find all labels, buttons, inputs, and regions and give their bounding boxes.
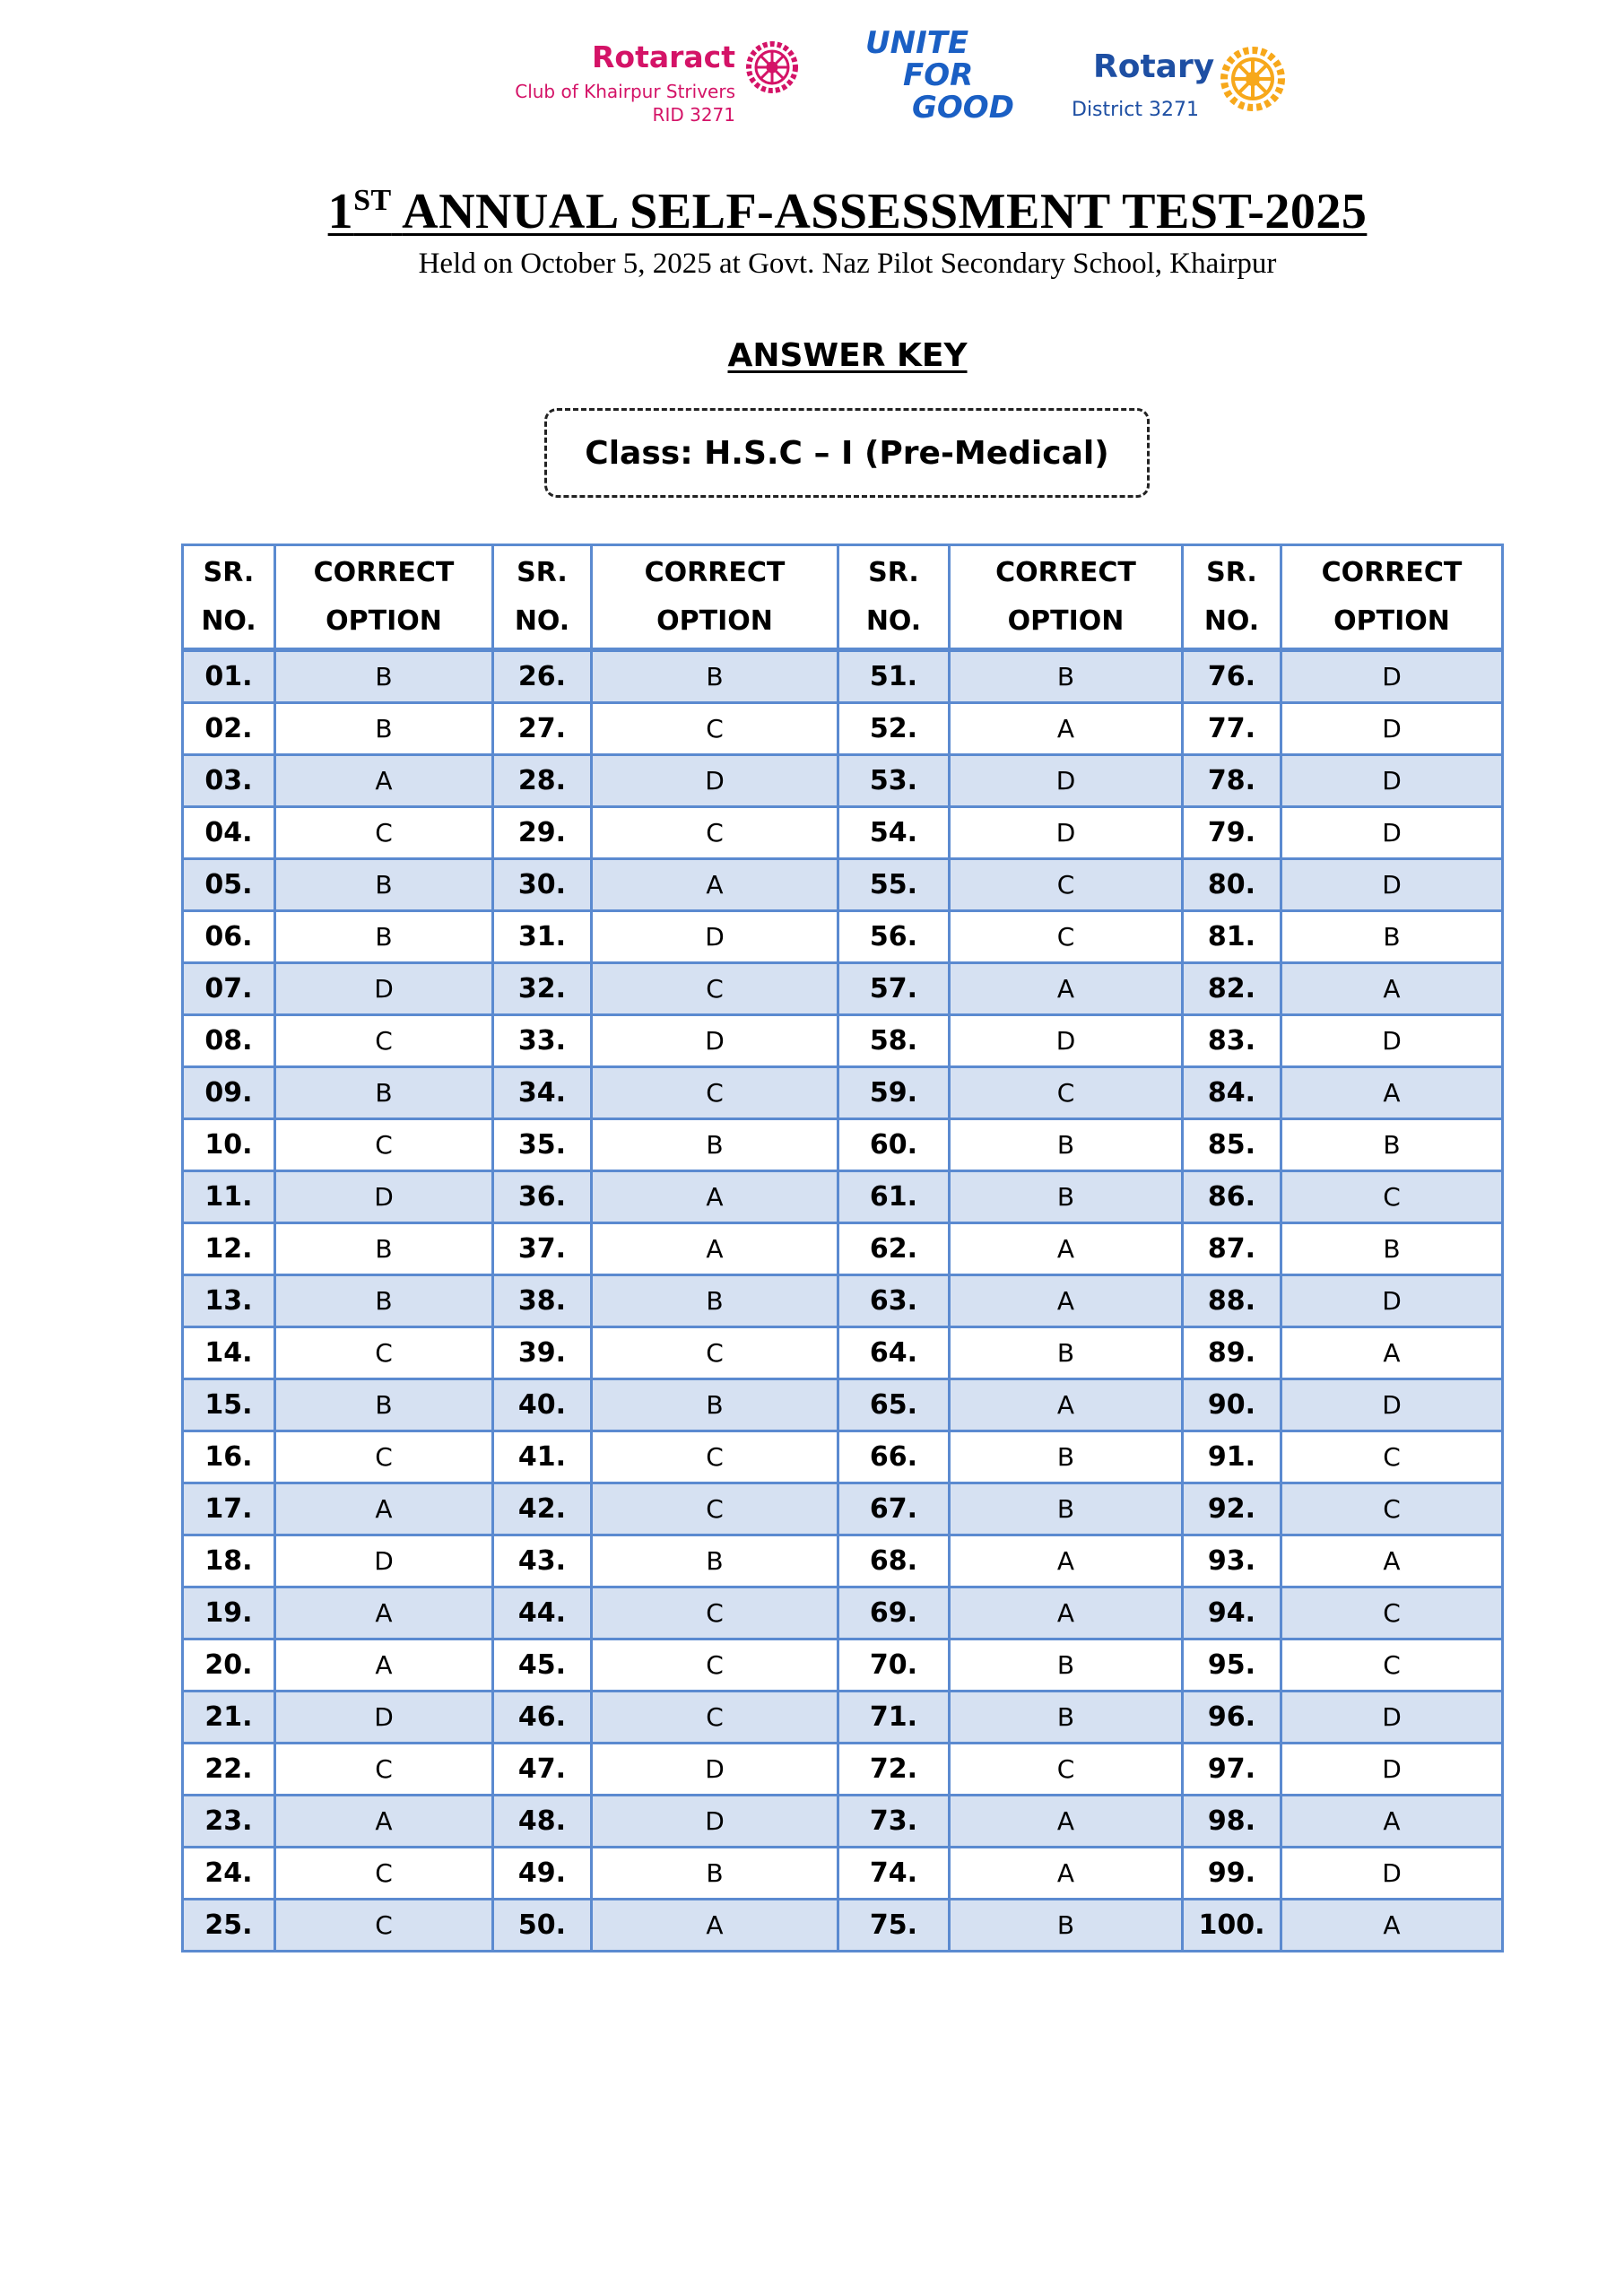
question-number: 04. (183, 807, 275, 859)
answer-key-heading: ANSWER KEY (727, 337, 968, 374)
table-row (183, 1639, 1503, 1692)
header-correct-option: CORRECT OPTION (275, 545, 493, 650)
correct-option: C (592, 1431, 838, 1483)
table-row (183, 1796, 1503, 1848)
question-number: 26. (493, 650, 592, 703)
correct-option: D (1281, 1848, 1503, 1900)
correct-option: B (950, 1483, 1183, 1535)
question-number: 66. (838, 1431, 950, 1483)
question-number: 51. (838, 650, 950, 703)
question-number: 02. (183, 703, 275, 755)
question-number: 62. (838, 1223, 950, 1275)
question-number: 99. (1183, 1848, 1281, 1900)
correct-option: D (1281, 1379, 1503, 1431)
rotaract-logo (498, 32, 807, 131)
rotary-district: District 3271 (1072, 99, 1200, 121)
correct-option: A (1281, 963, 1503, 1015)
rotaract-logo-name: Rotaract (591, 39, 735, 74)
table-row (183, 1744, 1503, 1796)
correct-option: A (592, 1171, 838, 1223)
rotaract-club-name: Club of Khairpur Strivers (515, 81, 735, 102)
question-number: 29. (493, 807, 592, 859)
question-number: 42. (493, 1483, 592, 1535)
correct-option: C (950, 1067, 1183, 1119)
correct-option: C (275, 807, 493, 859)
question-number: 30. (493, 859, 592, 911)
question-number: 57. (838, 963, 950, 1015)
correct-option: B (950, 1431, 1183, 1483)
question-number: 08. (183, 1015, 275, 1067)
logo-bar (0, 25, 1624, 133)
table-row (183, 1171, 1503, 1223)
class-label-box (544, 408, 1150, 498)
question-number: 64. (838, 1327, 950, 1379)
correct-option: A (1281, 1900, 1503, 1952)
correct-option: C (275, 1848, 493, 1900)
correct-option: D (1281, 1692, 1503, 1744)
correct-option: B (592, 1535, 838, 1587)
correct-option: C (950, 859, 1183, 911)
correct-option: D (1281, 1744, 1503, 1796)
question-number: 59. (838, 1067, 950, 1119)
correct-option: C (275, 1119, 493, 1171)
rotaract-wheel-icon (743, 38, 802, 97)
header-sr-no: SR. NO. (1183, 545, 1281, 650)
question-number: 60. (838, 1119, 950, 1171)
correct-option: D (275, 1535, 493, 1587)
correct-option: C (592, 1639, 838, 1692)
question-number: 72. (838, 1744, 950, 1796)
question-number: 32. (493, 963, 592, 1015)
question-number: 85. (1183, 1119, 1281, 1171)
header-sr-no: SR. NO. (183, 545, 275, 650)
correct-option: B (950, 1900, 1183, 1952)
correct-option: A (1281, 1067, 1503, 1119)
table-row (183, 1015, 1503, 1067)
correct-option: A (950, 1796, 1183, 1848)
table-row (183, 650, 1503, 703)
correct-option: A (950, 703, 1183, 755)
question-number: 36. (493, 1171, 592, 1223)
question-number: 93. (1183, 1535, 1281, 1587)
unite-for-good-slogan (865, 27, 1018, 131)
correct-option: C (1281, 1171, 1503, 1223)
correct-option: A (1281, 1327, 1503, 1379)
correct-option: A (950, 1848, 1183, 1900)
table-row (183, 1379, 1503, 1431)
question-number: 53. (838, 755, 950, 807)
correct-option: D (592, 1796, 838, 1848)
question-number: 73. (838, 1796, 950, 1848)
slogan-line: UNITE (865, 25, 969, 61)
title-ordinal: 1 (327, 184, 354, 239)
correct-option: B (592, 1275, 838, 1327)
question-number: 94. (1183, 1587, 1281, 1639)
table-row (183, 1900, 1503, 1952)
answer-key-table (181, 544, 1504, 1952)
correct-option: D (592, 1015, 838, 1067)
correct-option: A (950, 1223, 1183, 1275)
table-row (183, 1692, 1503, 1744)
correct-option: C (1281, 1431, 1503, 1483)
table-row (183, 755, 1503, 807)
correct-option: C (1281, 1483, 1503, 1535)
correct-option: A (950, 1535, 1183, 1587)
correct-option: C (592, 807, 838, 859)
question-number: 81. (1183, 911, 1281, 963)
question-number: 98. (1183, 1796, 1281, 1848)
question-number: 12. (183, 1223, 275, 1275)
question-number: 34. (493, 1067, 592, 1119)
correct-option: D (275, 1692, 493, 1744)
question-number: 10. (183, 1119, 275, 1171)
correct-option: C (950, 911, 1183, 963)
header-sr-no: SR. NO. (838, 545, 950, 650)
table-row (183, 1223, 1503, 1275)
correct-option: C (592, 963, 838, 1015)
correct-option: C (275, 1431, 493, 1483)
question-number: 74. (838, 1848, 950, 1900)
header-correct-option: CORRECT OPTION (592, 545, 838, 650)
correct-option: B (950, 1639, 1183, 1692)
table-row (183, 859, 1503, 911)
question-number: 17. (183, 1483, 275, 1535)
rotary-logo-name: Rotary (1093, 48, 1215, 85)
correct-option: B (592, 650, 838, 703)
table-row (183, 911, 1503, 963)
correct-option: A (275, 1796, 493, 1848)
page-subtitle: Held on October 5, 2025 at Govt. Naz Pilot Secondary School, Khairpur (418, 248, 1277, 280)
question-number: 19. (183, 1587, 275, 1639)
table-row (183, 1119, 1503, 1171)
correct-option: C (592, 1483, 838, 1535)
question-number: 47. (493, 1744, 592, 1796)
correct-option: B (950, 650, 1183, 703)
correct-option: D (1281, 1015, 1503, 1067)
question-number: 24. (183, 1848, 275, 1900)
question-number: 20. (183, 1639, 275, 1692)
question-number: 31. (493, 911, 592, 963)
question-number: 13. (183, 1275, 275, 1327)
correct-option: B (950, 1119, 1183, 1171)
correct-option: C (275, 1900, 493, 1952)
question-number: 56. (838, 911, 950, 963)
correct-option: C (950, 1744, 1183, 1796)
table-row (183, 1587, 1503, 1639)
table-row (183, 1535, 1503, 1587)
table-row (183, 1848, 1503, 1900)
correct-option: D (1281, 807, 1503, 859)
question-number: 100. (1183, 1900, 1281, 1952)
correct-option: B (1281, 1223, 1503, 1275)
question-number: 09. (183, 1067, 275, 1119)
question-number: 11. (183, 1171, 275, 1223)
page-title (0, 183, 1624, 240)
table-header-row (183, 545, 1503, 650)
question-number: 38. (493, 1275, 592, 1327)
question-number: 97. (1183, 1744, 1281, 1796)
rotaract-rid: RID 3271 (652, 104, 735, 126)
question-number: 03. (183, 755, 275, 807)
question-number: 40. (493, 1379, 592, 1431)
question-number: 87. (1183, 1223, 1281, 1275)
question-number: 37. (493, 1223, 592, 1275)
rotary-logo (1072, 34, 1305, 133)
correct-option: C (592, 1692, 838, 1744)
correct-option: A (592, 1900, 838, 1952)
question-number: 96. (1183, 1692, 1281, 1744)
correct-option: A (275, 1483, 493, 1535)
correct-option: B (950, 1327, 1183, 1379)
question-number: 44. (493, 1587, 592, 1639)
correct-option: B (275, 650, 493, 703)
title-text: ANNUAL SELF-ASSESSMENT TEST-2025 (402, 184, 1368, 239)
correct-option: D (1281, 703, 1503, 755)
correct-option: C (275, 1744, 493, 1796)
question-number: 75. (838, 1900, 950, 1952)
table-row (183, 1327, 1503, 1379)
correct-option: B (950, 1692, 1183, 1744)
correct-option: C (592, 703, 838, 755)
question-number: 88. (1183, 1275, 1281, 1327)
question-number: 46. (493, 1692, 592, 1744)
question-number: 22. (183, 1744, 275, 1796)
question-number: 52. (838, 703, 950, 755)
question-number: 79. (1183, 807, 1281, 859)
correct-option: C (592, 1067, 838, 1119)
correct-option: B (275, 911, 493, 963)
slogan-line: GOOD (912, 90, 1014, 126)
question-number: 95. (1183, 1639, 1281, 1692)
question-number: 55. (838, 859, 950, 911)
table-row (183, 963, 1503, 1015)
question-number: 69. (838, 1587, 950, 1639)
header-correct-option: CORRECT OPTION (1281, 545, 1503, 650)
question-number: 49. (493, 1848, 592, 1900)
question-number: 70. (838, 1639, 950, 1692)
question-number: 84. (1183, 1067, 1281, 1119)
correct-option: B (1281, 1119, 1503, 1171)
question-number: 63. (838, 1275, 950, 1327)
correct-option: B (592, 1848, 838, 1900)
question-number: 43. (493, 1535, 592, 1587)
rotary-wheel-icon (1217, 43, 1289, 115)
correct-option: D (950, 755, 1183, 807)
title-ordinal-suffix: ST (353, 184, 392, 217)
question-number: 71. (838, 1692, 950, 1744)
correct-option: A (1281, 1535, 1503, 1587)
question-number: 45. (493, 1639, 592, 1692)
table-row (183, 703, 1503, 755)
correct-option: A (275, 1639, 493, 1692)
correct-option: C (275, 1015, 493, 1067)
question-number: 80. (1183, 859, 1281, 911)
correct-option: D (1281, 1275, 1503, 1327)
correct-option: B (275, 859, 493, 911)
question-number: 77. (1183, 703, 1281, 755)
correct-option: C (1281, 1587, 1503, 1639)
correct-option: B (275, 703, 493, 755)
question-number: 06. (183, 911, 275, 963)
correct-option: D (950, 1015, 1183, 1067)
question-number: 50. (493, 1900, 592, 1952)
question-number: 14. (183, 1327, 275, 1379)
correct-option: B (592, 1119, 838, 1171)
answer-key-body (183, 650, 1503, 1952)
correct-option: D (1281, 755, 1503, 807)
correct-option: B (275, 1067, 493, 1119)
header-sr-no: SR. NO. (493, 545, 592, 650)
table-row (183, 1067, 1503, 1119)
question-number: 68. (838, 1535, 950, 1587)
question-number: 16. (183, 1431, 275, 1483)
correct-option: A (592, 1223, 838, 1275)
correct-option: B (592, 1379, 838, 1431)
correct-option: D (275, 1171, 493, 1223)
question-number: 18. (183, 1535, 275, 1587)
correct-option: A (950, 963, 1183, 1015)
correct-option: D (592, 1744, 838, 1796)
question-number: 83. (1183, 1015, 1281, 1067)
correct-option: B (1281, 911, 1503, 963)
question-number: 65. (838, 1379, 950, 1431)
header-correct-option: CORRECT OPTION (950, 545, 1183, 650)
correct-option: D (1281, 859, 1503, 911)
question-number: 48. (493, 1796, 592, 1848)
correct-option: A (950, 1275, 1183, 1327)
question-number: 90. (1183, 1379, 1281, 1431)
correct-option: C (1281, 1639, 1503, 1692)
question-number: 61. (838, 1171, 950, 1223)
correct-option: B (275, 1223, 493, 1275)
class-label: Class: H.S.C – I (Pre-Medical) (585, 434, 1109, 472)
correct-option: B (275, 1379, 493, 1431)
correct-option: C (592, 1327, 838, 1379)
question-number: 67. (838, 1483, 950, 1535)
question-number: 15. (183, 1379, 275, 1431)
question-number: 41. (493, 1431, 592, 1483)
question-number: 35. (493, 1119, 592, 1171)
question-number: 91. (1183, 1431, 1281, 1483)
question-number: 58. (838, 1015, 950, 1067)
question-number: 89. (1183, 1327, 1281, 1379)
question-number: 86. (1183, 1171, 1281, 1223)
correct-option: D (592, 755, 838, 807)
question-number: 23. (183, 1796, 275, 1848)
correct-option: B (275, 1275, 493, 1327)
question-number: 07. (183, 963, 275, 1015)
question-number: 33. (493, 1015, 592, 1067)
correct-option: D (1281, 650, 1503, 703)
question-number: 25. (183, 1900, 275, 1952)
correct-option: A (1281, 1796, 1503, 1848)
correct-option: D (950, 807, 1183, 859)
correct-option: D (275, 963, 493, 1015)
table-row (183, 1483, 1503, 1535)
question-number: 54. (838, 807, 950, 859)
correct-option: A (950, 1587, 1183, 1639)
correct-option: C (592, 1587, 838, 1639)
correct-option: B (950, 1171, 1183, 1223)
question-number: 01. (183, 650, 275, 703)
question-number: 27. (493, 703, 592, 755)
question-number: 78. (1183, 755, 1281, 807)
table-row (183, 1275, 1503, 1327)
question-number: 39. (493, 1327, 592, 1379)
correct-option: A (592, 859, 838, 911)
question-number: 82. (1183, 963, 1281, 1015)
slogan-line: FOR (903, 57, 974, 93)
correct-option: A (275, 1587, 493, 1639)
question-number: 76. (1183, 650, 1281, 703)
question-number: 05. (183, 859, 275, 911)
table-row (183, 807, 1503, 859)
correct-option: A (950, 1379, 1183, 1431)
question-number: 92. (1183, 1483, 1281, 1535)
table-row (183, 1431, 1503, 1483)
correct-option: C (275, 1327, 493, 1379)
correct-option: A (275, 755, 493, 807)
correct-option: D (592, 911, 838, 963)
question-number: 28. (493, 755, 592, 807)
question-number: 21. (183, 1692, 275, 1744)
